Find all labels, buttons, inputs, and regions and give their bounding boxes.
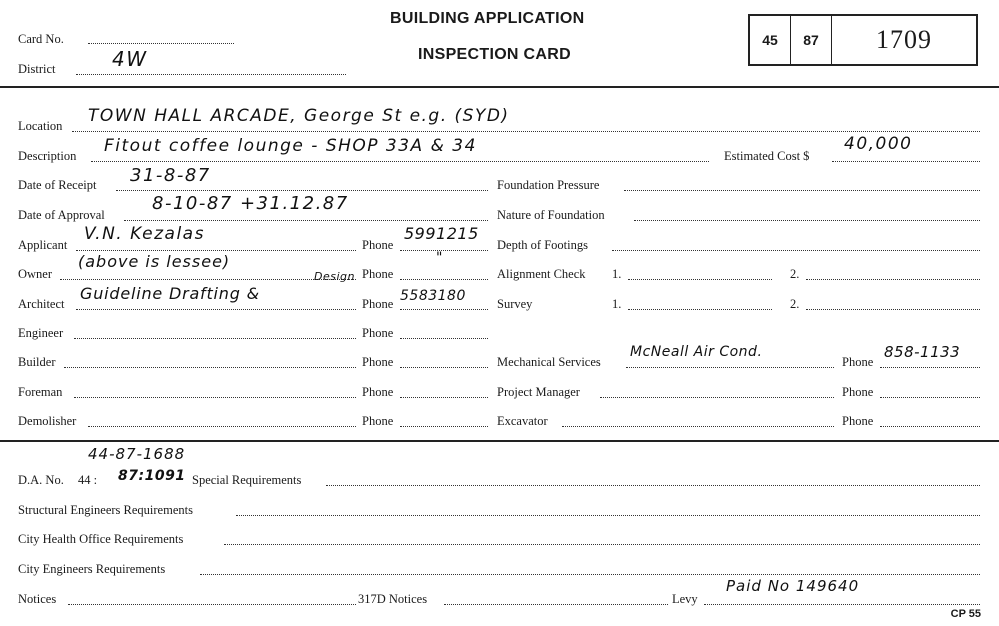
district-field[interactable] xyxy=(76,74,346,75)
demolisher-phone-label: Phone xyxy=(362,414,394,428)
date-approval-field[interactable] xyxy=(124,220,488,221)
owner-value: (above is lessee) xyxy=(78,252,231,271)
survey-num-2: 2. xyxy=(790,297,800,311)
depth-footings-field[interactable] xyxy=(612,250,980,251)
city-health-label: City Health Office Requirements xyxy=(18,532,184,546)
architect-phone-value: 5583180 xyxy=(400,288,466,304)
levy-field[interactable] xyxy=(704,604,980,605)
date-receipt-field[interactable] xyxy=(116,190,488,191)
levy-value: Paid No 149640 xyxy=(726,577,860,595)
applicant-value: V.N. Kezalas xyxy=(84,224,205,244)
project-manager-phone-field[interactable] xyxy=(880,397,980,398)
estimated-cost-value: 40,000 xyxy=(844,134,913,154)
district-value: 4W xyxy=(112,47,148,71)
da-handwritten-top: 44-87-1688 xyxy=(88,445,186,463)
form-code: CP 55 xyxy=(950,608,981,620)
project-manager-field[interactable] xyxy=(600,397,834,398)
alignment-check-num-1: 1. xyxy=(612,267,622,281)
demolisher-field[interactable] xyxy=(88,426,356,427)
estimated-cost-label: Estimated Cost $ xyxy=(724,149,810,163)
mechanical-label: Mechanical Services xyxy=(497,355,601,369)
da-value: 87:1091 xyxy=(118,468,186,484)
nature-foundation-label: Nature of Foundation xyxy=(497,208,605,222)
excavator-field[interactable] xyxy=(562,426,834,427)
owner-phone-field[interactable] xyxy=(400,279,488,280)
da-no-label: D.A. No. xyxy=(18,473,64,487)
card-box-number: 1709 xyxy=(876,25,932,54)
demolisher-label: Demolisher xyxy=(18,414,77,428)
form-title-line1: BUILDING APPLICATION xyxy=(390,10,585,27)
foreman-phone-field[interactable] xyxy=(400,397,488,398)
foundation-pressure-field[interactable] xyxy=(624,190,980,191)
foundation-pressure-label: Foundation Pressure xyxy=(497,178,600,192)
description-label: Description xyxy=(18,149,77,163)
location-value: TOWN HALL ARCADE, George St e.g. (SYD) xyxy=(88,106,510,126)
district-label: District xyxy=(18,62,56,76)
survey-field-2[interactable] xyxy=(806,309,980,310)
card-no-field[interactable] xyxy=(88,43,234,44)
alignment-check-label: Alignment Check xyxy=(497,267,586,281)
notices-317d-field[interactable] xyxy=(444,604,668,605)
city-health-field[interactable] xyxy=(224,544,980,545)
builder-field[interactable] xyxy=(64,367,356,368)
demolisher-phone-field[interactable] xyxy=(400,426,488,427)
project-manager-phone-label: Phone xyxy=(842,385,874,399)
date-approval-label: Date of Approval xyxy=(18,208,105,222)
mechanical-phone-label: Phone xyxy=(842,355,874,369)
mechanical-field[interactable] xyxy=(626,367,834,368)
alignment-check-field-2[interactable] xyxy=(806,279,980,280)
excavator-label: Excavator xyxy=(497,414,548,428)
structural-engineers-field[interactable] xyxy=(236,515,980,516)
project-manager-label: Project Manager xyxy=(497,385,580,399)
depth-footings-label: Depth of Footings xyxy=(497,238,588,252)
card-box-district: 45 xyxy=(750,16,791,64)
nature-foundation-field[interactable] xyxy=(634,220,980,221)
owner-phone-value: " xyxy=(436,250,444,266)
da-prefix: 44 : xyxy=(78,473,98,487)
alignment-check-num-2: 2. xyxy=(790,267,800,281)
card-number-box xyxy=(748,14,978,66)
foreman-field[interactable] xyxy=(74,397,356,398)
estimated-cost-field[interactable] xyxy=(832,161,980,162)
foreman-phone-label: Phone xyxy=(362,385,394,399)
survey-num-1: 1. xyxy=(612,297,622,311)
survey-field-1[interactable] xyxy=(628,309,772,310)
architect-value-extra: Design xyxy=(314,270,355,283)
mechanical-value: McNeall Air Cond. xyxy=(630,344,763,360)
architect-value: Guideline Drafting & xyxy=(80,284,260,303)
survey-label: Survey xyxy=(497,297,533,311)
special-requirements-field[interactable] xyxy=(326,485,980,486)
date-receipt-value: 31-8-87 xyxy=(130,165,211,186)
builder-label: Builder xyxy=(18,355,56,369)
notices-label: Notices xyxy=(18,592,57,606)
applicant-label: Applicant xyxy=(18,238,68,252)
architect-phone-field[interactable] xyxy=(400,309,488,310)
engineer-phone-field[interactable] xyxy=(400,338,488,339)
owner-phone-label: Phone xyxy=(362,267,394,281)
date-approval-value: 8-10-87 +31.12.87 xyxy=(152,193,349,214)
date-receipt-label: Date of Receipt xyxy=(18,178,97,192)
applicant-field[interactable] xyxy=(76,250,356,251)
notices-field[interactable] xyxy=(68,604,356,605)
structural-engineers-label: Structural Engineers Requirements xyxy=(18,503,193,517)
city-engineers-label: City Engineers Requirements xyxy=(18,562,166,576)
mechanical-phone-value: 858-1133 xyxy=(884,343,961,361)
form-title-line2: INSPECTION CARD xyxy=(418,46,571,63)
description-value: Fitout coffee lounge - SHOP 33A & 34 xyxy=(104,136,477,156)
applicant-phone-label: Phone xyxy=(362,238,394,252)
alignment-check-field-1[interactable] xyxy=(628,279,772,280)
location-field[interactable] xyxy=(72,131,980,132)
levy-label: Levy xyxy=(672,592,698,606)
notices-317d-label: 317D Notices xyxy=(358,592,428,606)
architect-field[interactable] xyxy=(76,309,356,310)
description-field[interactable] xyxy=(91,161,709,162)
architect-phone-label: Phone xyxy=(362,297,394,311)
card-box-year: 87 xyxy=(791,16,832,64)
builder-phone-label: Phone xyxy=(362,355,394,369)
owner-field[interactable] xyxy=(60,279,356,280)
applicant-phone-field[interactable] xyxy=(400,250,488,251)
engineer-phone-label: Phone xyxy=(362,326,394,340)
owner-label: Owner xyxy=(18,267,53,281)
architect-label: Architect xyxy=(18,297,65,311)
main-divider xyxy=(0,440,999,442)
location-label: Location xyxy=(18,119,63,133)
header-divider xyxy=(0,86,999,88)
special-requirements-label: Special Requirements xyxy=(192,473,302,487)
foreman-label: Foreman xyxy=(18,385,63,399)
mechanical-phone-field[interactable] xyxy=(880,367,980,368)
applicant-phone-value: 5991215 xyxy=(404,224,479,243)
builder-phone-field[interactable] xyxy=(400,367,488,368)
engineer-field[interactable] xyxy=(74,338,356,339)
excavator-phone-field[interactable] xyxy=(880,426,980,427)
engineer-label: Engineer xyxy=(18,326,64,340)
card-no-label: Card No. xyxy=(18,32,64,46)
city-engineers-field[interactable] xyxy=(200,574,980,575)
excavator-phone-label: Phone xyxy=(842,414,874,428)
